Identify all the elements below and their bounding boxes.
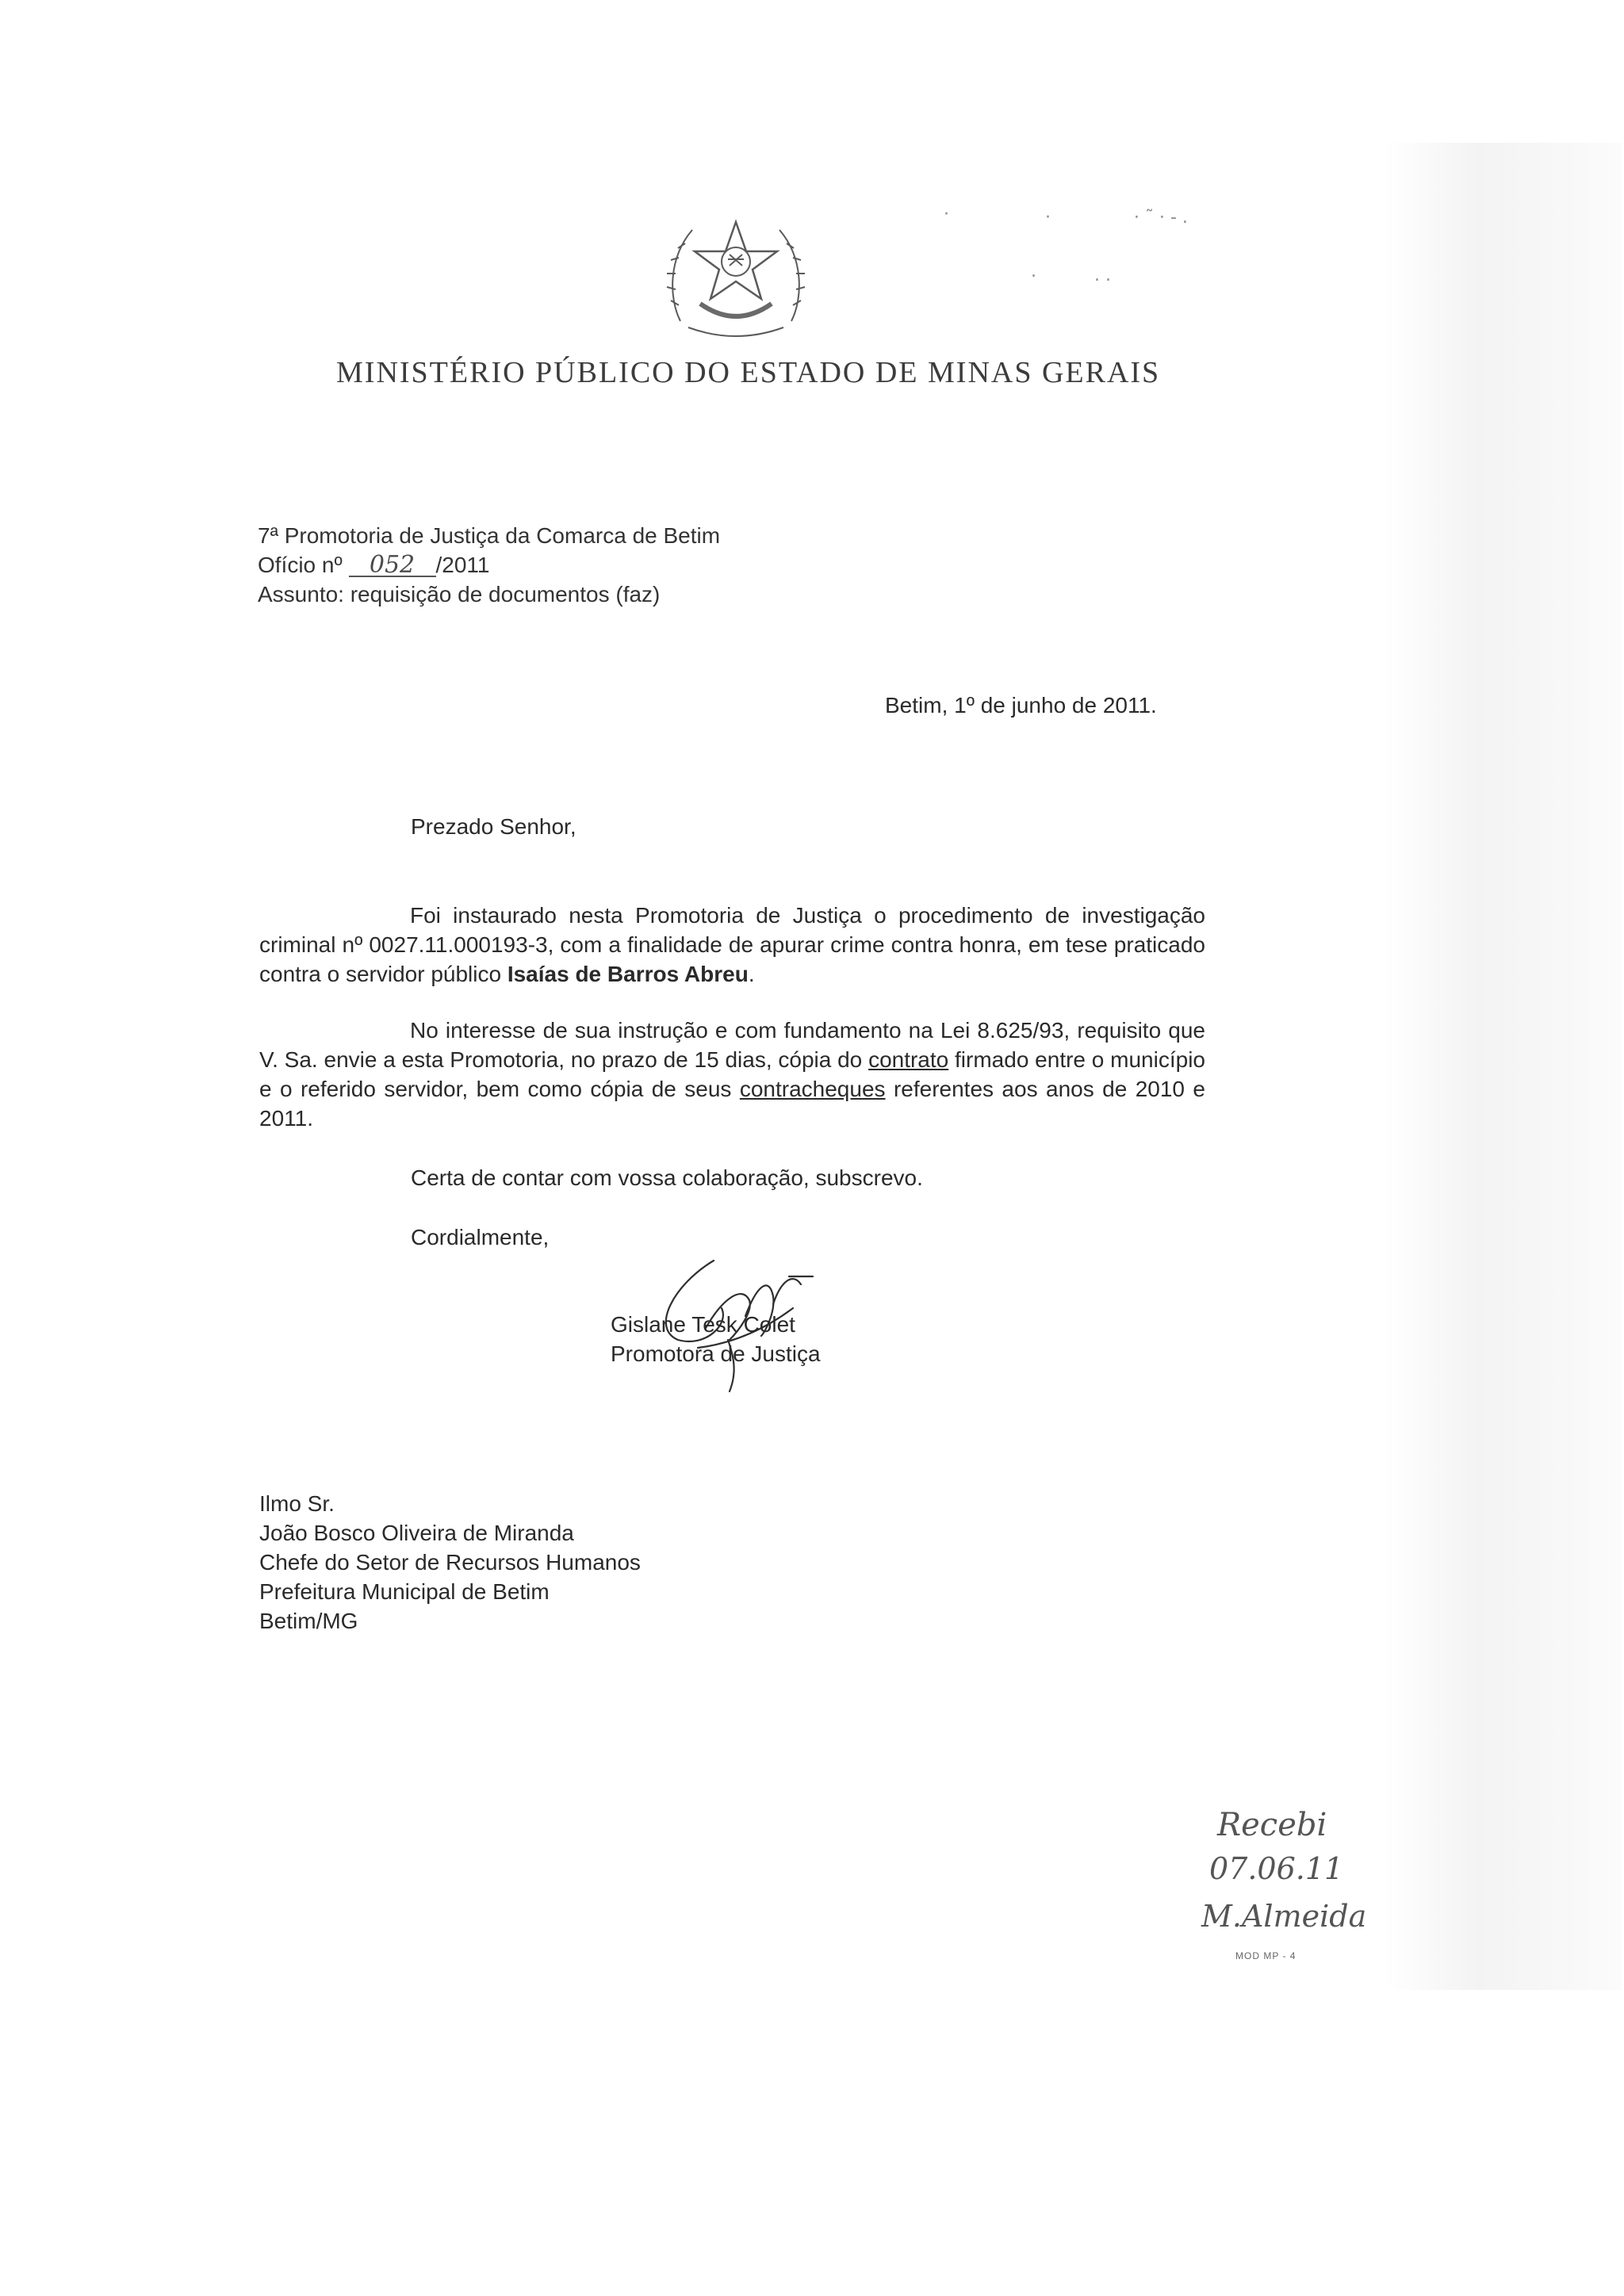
form-code: MOD MP - 4: [1235, 1950, 1297, 1961]
salutation: Prezado Senhor,: [411, 814, 576, 839]
signer-block: [611, 1310, 821, 1368]
addressee-honorific: Ilmo Sr.: [259, 1491, 335, 1516]
addressee-name: João Bosco Oliveira de Miranda: [259, 1521, 574, 1545]
paragraph-2-part1: No interesse de sua instrução e com fundamento na Lei 8.625/93, requisito que V. Sa. envie a esta Promotoria, no prazo de 15 dias, cópia do: [259, 1018, 1205, 1072]
coat-of-arms-seal-icon: [665, 210, 807, 345]
paragraph-2-part3: referentes aos anos de 2010 e 2011.: [259, 1077, 1205, 1131]
institution-header: MINISTÉRIO PÚBLICO DO ESTADO DE MINAS GERAIS: [336, 356, 1161, 389]
closing-greeting: Cordialmente,: [411, 1225, 550, 1249]
receipt-line-2: 07.06.11: [1209, 1851, 1344, 1886]
office-line: 7ª Promotoria de Justiça da Comarca de Betim: [258, 523, 721, 548]
receipt-line-1: Recebi: [1217, 1807, 1327, 1843]
date-line: Betim, 1º de junho de 2011.: [885, 693, 1157, 718]
paragraph-1-end: .: [748, 962, 755, 986]
addressee-role: Chefe do Setor de Recursos Humanos: [259, 1550, 641, 1575]
addressee-block: [259, 1489, 641, 1636]
paragraph-1-text: Foi instaurado nesta Promotoria de Justiça o procedimento de investigação criminal nº 0027.11.000193-3, com a finalidade de apurar crime contra honra, em tese praticado contra o servidor público: [259, 903, 1205, 986]
closing-sentence: Certa de contar com vossa colaboração, subscrevo.: [411, 1165, 923, 1190]
contrato-underlined: contrato: [868, 1047, 949, 1072]
receipt-line-3: M.Almeida: [1201, 1899, 1367, 1934]
scan-speck: ⋅ ˜ ⋅ ‐ .: [1134, 208, 1188, 228]
paragraph-2-part2: firmado entre o município e o referido servidor, bem como cópia de seus: [259, 1047, 1205, 1101]
oficio-prefix: Ofício nº: [258, 553, 343, 577]
addressee-city: Betim/MG: [259, 1609, 358, 1633]
signer-title: Promotora de Justiça: [611, 1341, 821, 1366]
scan-shadow: [1384, 143, 1622, 1990]
paragraph-1: [259, 901, 1205, 989]
oficio-number-handwritten: 052: [349, 555, 436, 577]
receipt-annotation: [1193, 1800, 1384, 1942]
signer-name: Gislane Tesk Colet: [611, 1312, 795, 1337]
reference-block: [258, 521, 720, 609]
servant-name: Isaías de Barros Abreu: [507, 962, 749, 986]
scan-speck: ·: [944, 205, 949, 224]
scan-speck: ·: [1045, 208, 1051, 228]
contracheques-underlined: contracheques: [739, 1077, 886, 1101]
scan-speck: .: [1031, 262, 1036, 281]
addressee-organization: Prefeitura Municipal de Betim: [259, 1579, 550, 1604]
oficio-line: [258, 550, 720, 580]
paragraph-2: [259, 1016, 1205, 1133]
oficio-year: /2011: [435, 553, 490, 577]
subject-line: Assunto: requisição de documentos (faz): [258, 582, 661, 607]
scan-speck: . .: [1094, 266, 1111, 285]
